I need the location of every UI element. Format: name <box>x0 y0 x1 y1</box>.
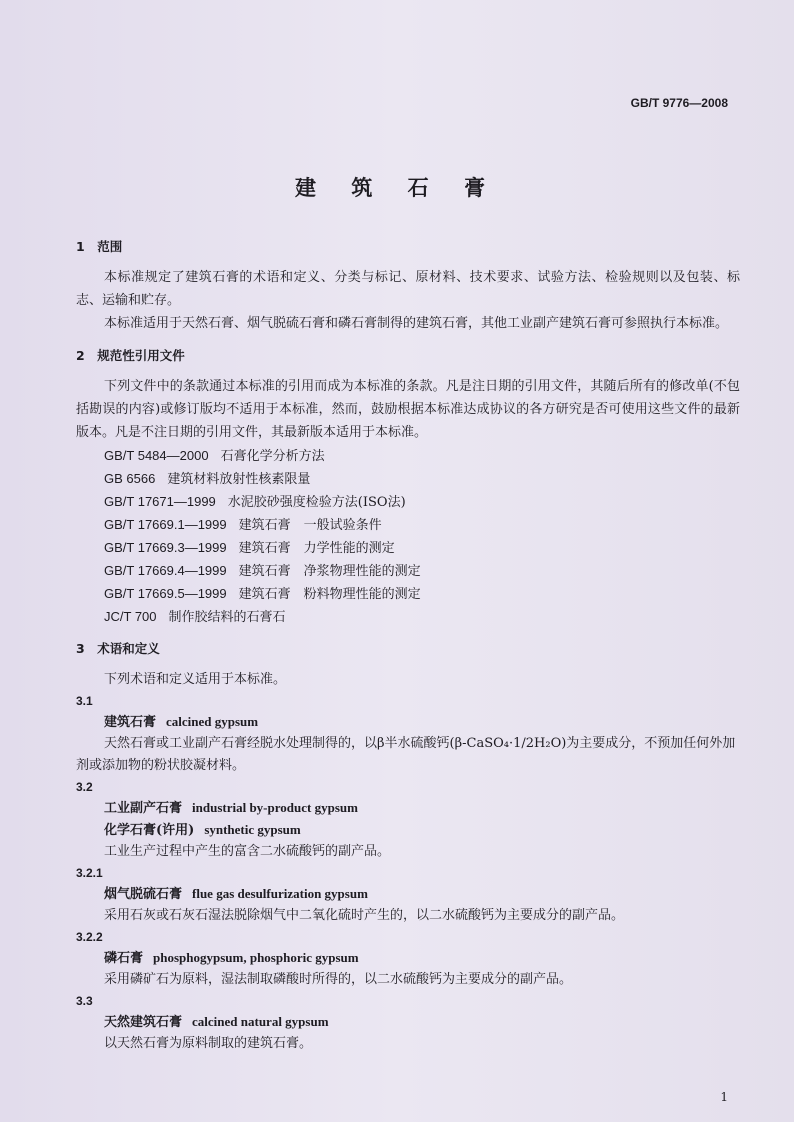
page-number: 1 <box>720 1090 728 1104</box>
term-heading: 烟气脱硫石膏 flue gas desulfurization gypsum <box>104 886 368 902</box>
references-intro: 下列文件中的条款通过本标准的引用而成为本标准的条款。凡是注日期的引用文件，其随后所有的修改单(不包括勘误的内容)或修订版均不适用于本标准，然而，鼓励根据本标准达成协议的各方研究是否可使用这些文件的最新版本。凡是不注日期的引用文件，其最新版本适用于本标准。 <box>76 379 740 440</box>
reference-item: JC/T 700 制作胶结料的石膏石 <box>104 609 286 625</box>
term-definition: 以天然石膏为原料制取的建筑石膏。 <box>104 1036 313 1051</box>
reference-list <box>76 444 740 628</box>
document-title: 建 筑 石 膏 <box>295 175 499 200</box>
reference-item: GB/T 5484—2000 石膏化学分析方法 <box>104 448 325 464</box>
term-definition: 采用石灰或石灰石湿法脱除烟气中二氧化硫时产生的，以二水硫酸钙为主要成分的副产品。 <box>104 908 625 923</box>
section-2-heading: 2 规范性引用文件 <box>76 348 185 363</box>
clause-number: 3.1 <box>76 694 93 708</box>
reference-item: GB 6566 建筑材料放射性核素限量 <box>104 471 311 487</box>
clause-number: 3.2 <box>76 780 93 794</box>
scope-paragraph-1: 本标准规定了建筑石膏的术语和定义、分类与标记、原材料、技术要求、试验方法、检验规则以及包装、标志、运输和贮存。 <box>76 270 740 308</box>
standard-code: GB/T 9776—2008 <box>630 96 728 110</box>
reference-item: GB/T 17669.5—1999 建筑石膏 粉料物理性能的测定 <box>104 586 421 602</box>
term-definition: 天然石膏或工业副产石膏经脱水处理制得的，以β半水硫酸钙(β-CaSO₄·1/2H₂O)为主要成分，不预加任何外加剂或添加物的粉状胶凝材料。 <box>76 736 736 773</box>
document-body <box>76 236 740 1055</box>
term-heading: 建筑石膏 calcined gypsum <box>104 714 259 730</box>
term-definition: 工业生产过程中产生的富含二水硫酸钙的副产品。 <box>104 844 391 859</box>
term-definition: 采用磷矿石为原料，湿法制取磷酸时所得的，以二水硫酸钙为主要成分的副产品。 <box>104 972 573 987</box>
terms-intro: 下列术语和定义适用于本标准。 <box>104 672 287 687</box>
clause-number: 3.2.1 <box>76 866 103 880</box>
reference-item: GB/T 17671—1999 水泥胶砂强度检验方法(ISO法) <box>104 494 406 510</box>
reference-item: GB/T 17669.4—1999 建筑石膏 净浆物理性能的测定 <box>104 563 421 579</box>
term-heading: 磷石膏 phosphogypsum, phosphoric gypsum <box>104 950 359 966</box>
section-1-heading: 1 范围 <box>76 239 123 254</box>
term-heading: 工业副产石膏 industrial by-product gypsum <box>104 800 358 816</box>
clause-number: 3.3 <box>76 994 93 1008</box>
reference-item: GB/T 17669.1—1999 建筑石膏 一般试验条件 <box>104 517 382 533</box>
scope-paragraph-2: 本标准适用于天然石膏、烟气脱硫石膏和磷石膏制得的建筑石膏，其他工业副产建筑石膏可参照执行本标准。 <box>104 316 729 331</box>
term-heading: 天然建筑石膏 calcined natural gypsum <box>104 1014 329 1030</box>
term-synonym: 化学石膏(许用) synthetic gypsum <box>104 822 301 838</box>
reference-item: GB/T 17669.3—1999 建筑石膏 力学性能的测定 <box>104 540 395 556</box>
section-3-heading: 3 术语和定义 <box>76 641 160 656</box>
clause-number: 3.2.2 <box>76 930 103 944</box>
